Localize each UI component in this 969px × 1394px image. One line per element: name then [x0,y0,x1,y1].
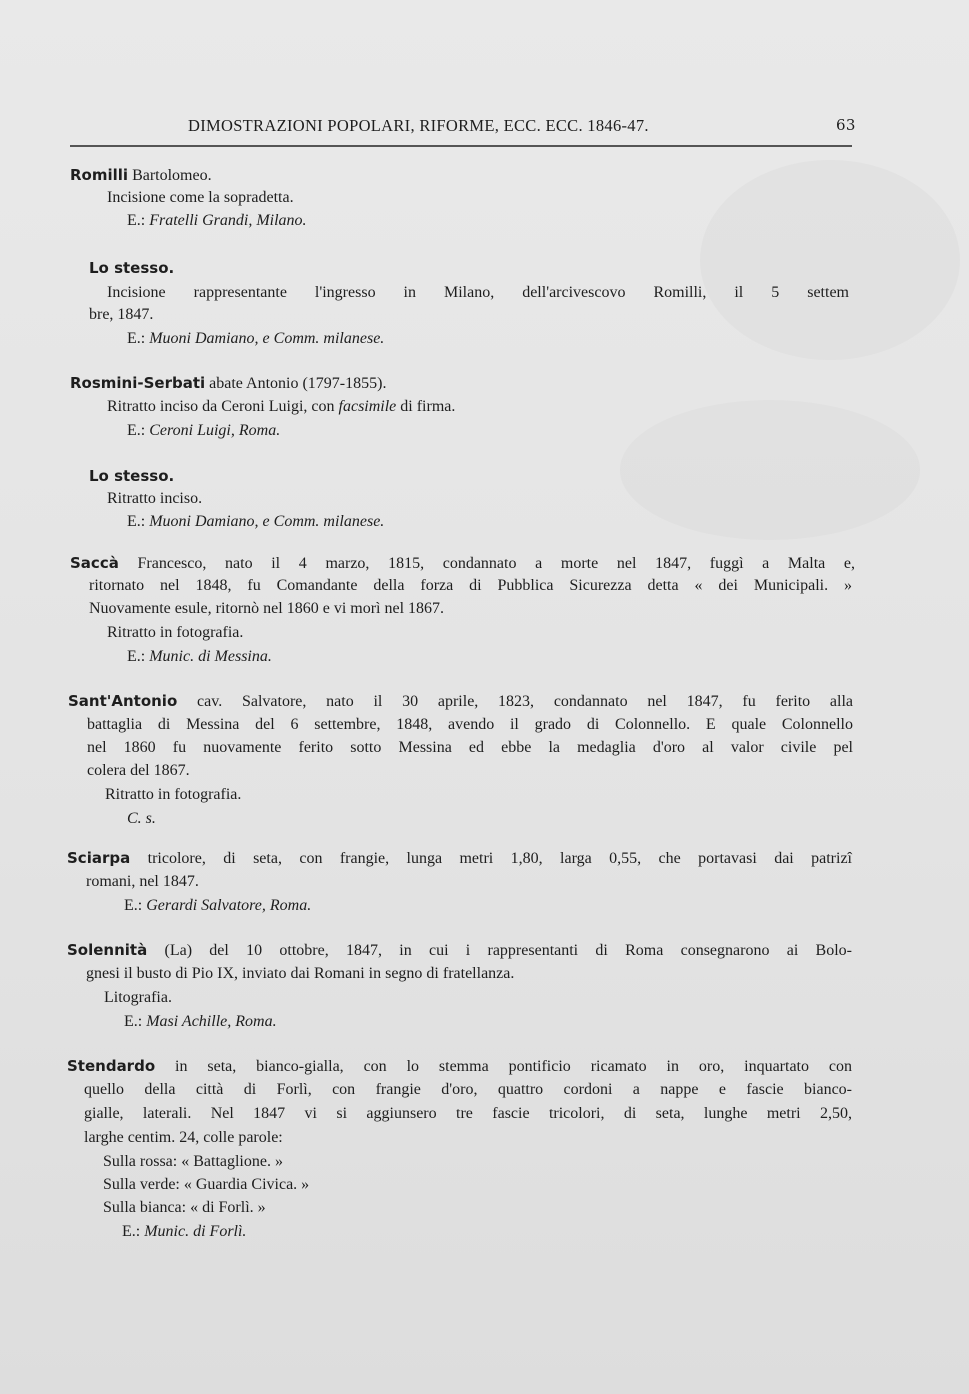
entry-text: di firma. [400,398,456,415]
entry-heading: Stendardo [67,1057,156,1075]
entry-text: abate Antonio (1797-1855). [209,375,387,392]
entry-heading: Lo stesso. [89,259,175,277]
publisher-name: Muoni Damiano, e Comm. milanese. [149,513,385,530]
publisher-label: E.: [127,422,146,439]
entry-text: ritornato nel 1848, fu Comandante della forza di Pubblica Sicurezza detta « dei Municipali. » [89,577,852,594]
publisher-label: E.: [124,897,143,914]
entry-heading: Romilli [70,166,129,184]
entry-heading: Rosmini-Serbati [70,374,206,392]
entry-text: Ritratto inciso. [107,490,203,507]
entry-text: tricolore, di seta, con frangie, lunga metri 1,80, larga 0,55, che portavasi dai patrizî [147,850,853,867]
entry-text: gnesi il busto di Pio IX, inviato dai Romani in segno di fratellanza. [86,965,515,982]
entry-text: in seta, bianco-gialla, con lo stemma pontificio ricamato in oro, inquartato con [175,1058,852,1075]
running-title: DIMOSTRAZIONI POPOLARI, RIFORME, ECC. ECC. 1846-47. [188,116,649,135]
entry-text: bre, 1847. [89,306,154,323]
same-as-above: C. s. [127,810,156,827]
entry-text: larghe centim. 24, colle parole: [84,1129,283,1146]
bleed-through-stain [620,400,920,540]
publisher-label: E.: [127,212,146,229]
entry-heading: Sant'Antonio [68,692,178,710]
entry-text-italic: facsimile [338,398,397,415]
entry-heading: Solennità [67,941,148,959]
entry-text: quello della città di Forlì, con frangie d'oro, quattro cordoni a nappe e fascie bianco- [84,1081,852,1098]
entry-text: (La) del 10 ottobre, 1847, in cui i rappresentanti di Roma consegnarono ai Bolo- [164,942,853,959]
bleed-through-stain [700,160,960,360]
inscription-line: Sulla bianca: « di Forlì. » [103,1199,266,1216]
entry-text: Incisione rappresentante l'ingresso in Milano, dell'arcivescovo Romilli, il 5 settem [107,284,849,301]
entry-text: Ritratto inciso da Ceroni Luigi, con [107,398,335,415]
entry-heading: Lo stesso. [89,467,175,485]
entry-text: Ritratto in fotografia. [105,786,242,803]
publisher-label: E.: [127,648,146,665]
publisher-name: Ceroni Luigi, Roma. [149,422,281,439]
publisher-name: Munic. di Messina. [149,648,272,665]
publisher-name: Gerardi Salvatore, Roma. [146,897,312,914]
inscription-line: Sulla verde: « Guardia Civica. » [103,1176,310,1193]
entry-text: Incisione come la sopradetta. [107,189,294,206]
publisher-name: Fratelli Grandi, Milano. [149,212,307,229]
entry-text: colera del 1867. [87,762,190,779]
entry-text: nel 1860 fu nuovamente ferito sotto Messina ed ebbe la medaglia d'oro al valor civile pel [87,739,853,756]
publisher-name: Muoni Damiano, e Comm. milanese. [149,330,385,347]
entry-text: gialle, laterali. Nel 1847 vi si aggiunsero tre fascie tricolori, di seta, lunghe metri 2,50, [84,1105,852,1122]
publisher-label: E.: [124,1013,143,1030]
publisher-label: E.: [127,330,146,347]
entry-text: Litografia. [104,989,172,1006]
entry-text: Nuovamente esule, ritornò nel 1860 e vi morì nel 1867. [89,600,445,617]
entry-text: battaglia di Messina del 6 settembre, 1848, avendo il grado di Colonnello. E quale Colonnello [87,716,853,733]
entry-text: Francesco, nato il 4 marzo, 1815, condannato a morte nel 1847, fuggì a Malta e, [137,555,856,572]
entry-text: cav. Salvatore, nato il 30 aprile, 1823, condannato nel 1847, fu ferito alla [197,693,854,710]
publisher-label: E.: [122,1223,141,1240]
header-rule [70,145,852,147]
publisher-label: E.: [127,513,146,530]
page-number: 63 [836,116,856,134]
entry-heading: Sciarpa [67,849,131,867]
entry-text: Bartolomeo. [132,167,212,184]
inscription-line: Sulla rossa: « Battaglione. » [103,1153,283,1170]
entry-heading: Saccà [70,554,119,572]
entry-text: Ritratto in fotografia. [107,624,244,641]
page-header [0,116,969,138]
publisher-name: Munic. di Forlì. [144,1223,247,1240]
entry-text: romani, nel 1847. [86,873,199,890]
publisher-name: Masi Achille, Roma. [146,1013,277,1030]
